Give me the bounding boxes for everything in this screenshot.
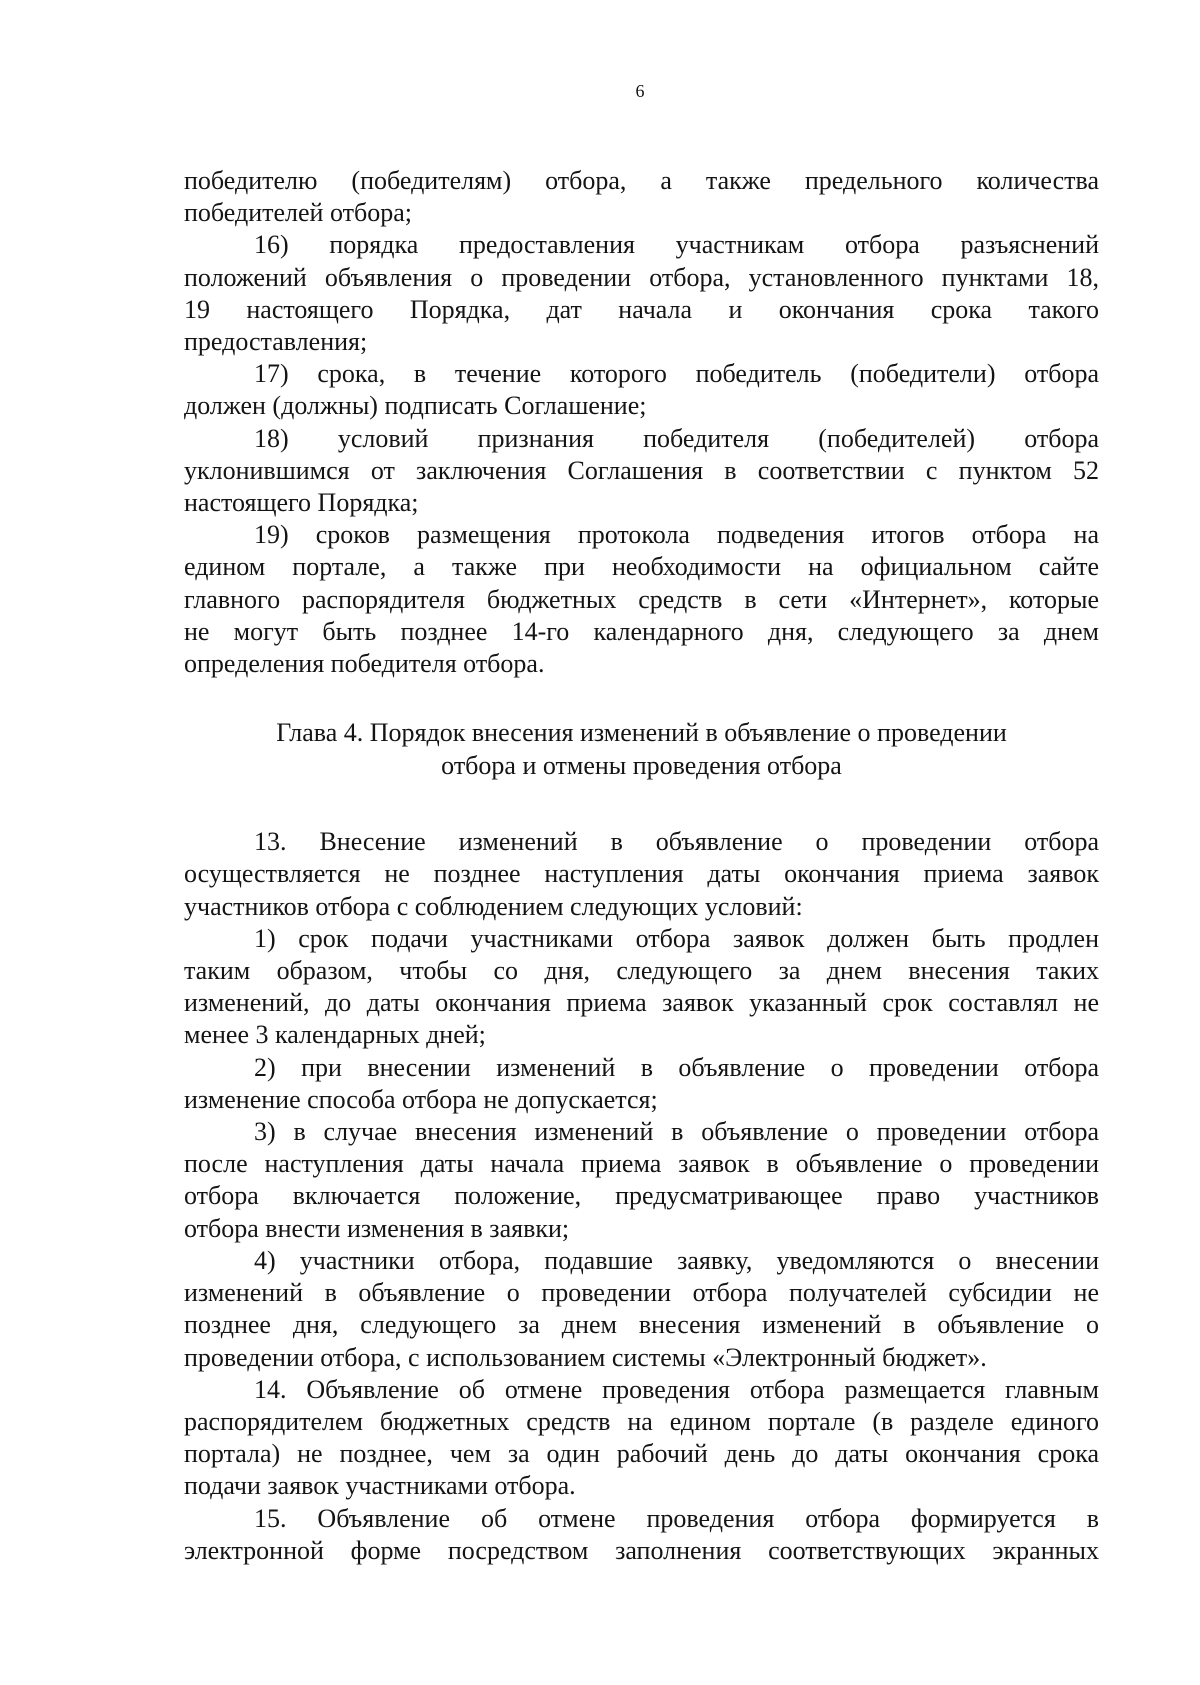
text-line: 18) условий признания победителя (победителей) отбора <box>254 423 1099 453</box>
section-before-heading <box>184 165 1099 680</box>
text-line: едином портале, а также при необходимости на официальном сайте <box>184 552 1099 582</box>
paragraph-item-17 <box>184 358 1099 422</box>
chapter-heading-line-1: Глава 4. Порядок внесения изменений в объявление о проведении <box>276 718 1007 748</box>
text-line: отбора включается положение, предусматривающее право участников <box>184 1181 1099 1211</box>
paragraph-item-16 <box>184 229 1099 358</box>
text-line: 2) при внесении изменений в объявление о проведении отбора <box>254 1052 1099 1082</box>
text-line: главного распорядителя бюджетных средств в сети «Интернет», которые <box>184 584 1099 614</box>
chapter-heading-line-2: отбора и отмены проведения отбора <box>441 751 842 781</box>
paragraph-clause-13-4 <box>184 1245 1099 1374</box>
text-line: должен (должны) подписать Соглашение; <box>184 391 647 421</box>
text-line: 16) порядка предоставления участникам отбора разъяснений <box>254 230 1099 260</box>
text-line: проведении отбора, с использованием системы «Электронный бюджет». <box>184 1342 987 1372</box>
text-line: 1) срок подачи участниками отбора заявок должен быть продлен <box>254 923 1099 953</box>
text-line: 13. Внесение изменений в объявление о проведении отбора <box>254 827 1099 857</box>
text-line: положений объявления о проведении отбора, установленного пунктами 18, <box>184 262 1099 292</box>
text-line: осуществляется не позднее наступления даты окончания приема заявок <box>184 859 1099 889</box>
paragraph-clause-13 <box>184 826 1099 923</box>
text-line: не могут быть позднее 14-го календарного дня, следующего за днем <box>184 616 1099 646</box>
text-line: определения победителя отбора. <box>184 649 545 679</box>
text-line: 19 настоящего Порядка, дат начала и окончания срока такого <box>184 294 1099 324</box>
text-line: 4) участники отбора, подавшие заявку, уведомляются о внесении <box>254 1245 1099 1275</box>
paragraph-clause-13-2 <box>184 1052 1099 1116</box>
chapter-heading <box>184 716 1099 782</box>
text-line: таким образом, чтобы со дня, следующего за днем внесения таких <box>184 956 1099 986</box>
text-line: портала) не позднее, чем за один рабочий день до даты окончания срока <box>184 1439 1099 1469</box>
text-line: менее 3 календарных дней; <box>184 1020 486 1050</box>
paragraph-clause-13-1 <box>184 923 1099 1052</box>
paragraph-item-19 <box>184 519 1099 680</box>
document-body <box>184 165 1099 1567</box>
text-line: предоставления; <box>184 327 368 357</box>
text-line: отбора внести изменения в заявки; <box>184 1213 570 1243</box>
text-line: настоящего Порядка; <box>184 488 419 518</box>
text-line: 19) сроков размещения протокола подведения итогов отбора на <box>254 520 1099 550</box>
text-line: изменений в объявление о проведении отбора получателей субсидии не <box>184 1278 1099 1308</box>
text-line: победителей отбора; <box>184 198 412 228</box>
paragraph-item-18 <box>184 423 1099 520</box>
text-line: победителю (победителям) отбора, а также предельного количества <box>184 166 1099 195</box>
paragraph-clause-14 <box>184 1374 1099 1503</box>
text-line: распорядителем бюджетных средств на едином портале (в разделе единого <box>184 1406 1099 1436</box>
text-line: участников отбора с соблюдением следующих условий: <box>184 891 803 921</box>
text-line: изменений, до даты окончания приема заявок указанный срок составлял не <box>184 988 1099 1018</box>
page-number: 6 <box>635 81 645 101</box>
text-line: 14. Объявление об отмене проведения отбора размещается главным <box>254 1374 1099 1404</box>
paragraph-clause-13-3 <box>184 1116 1099 1245</box>
section-after-heading <box>184 826 1099 1567</box>
text-line: электронной форме посредством заполнения соответствующих экранных <box>184 1535 1099 1565</box>
text-line: 15. Объявление об отмене проведения отбора формируется в <box>254 1503 1099 1533</box>
text-line: позднее дня, следующего за днем внесения изменений в объявление о <box>184 1310 1099 1340</box>
text-line: 17) срока, в течение которого победитель (победители) отбора <box>254 359 1099 389</box>
text-line: уклонившимся от заключения Соглашения в соответствии с пунктом 52 <box>184 455 1099 485</box>
text-line: 3) в случае внесения изменений в объявление о проведении отбора <box>254 1117 1099 1147</box>
paragraph-continuation <box>184 165 1099 229</box>
text-line: после наступления даты начала приема заявок в объявление о проведении <box>184 1149 1099 1179</box>
text-line: подачи заявок участниками отбора. <box>184 1471 576 1501</box>
paragraph-clause-15 <box>184 1503 1099 1567</box>
text-line: изменение способа отбора не допускается; <box>184 1084 658 1114</box>
